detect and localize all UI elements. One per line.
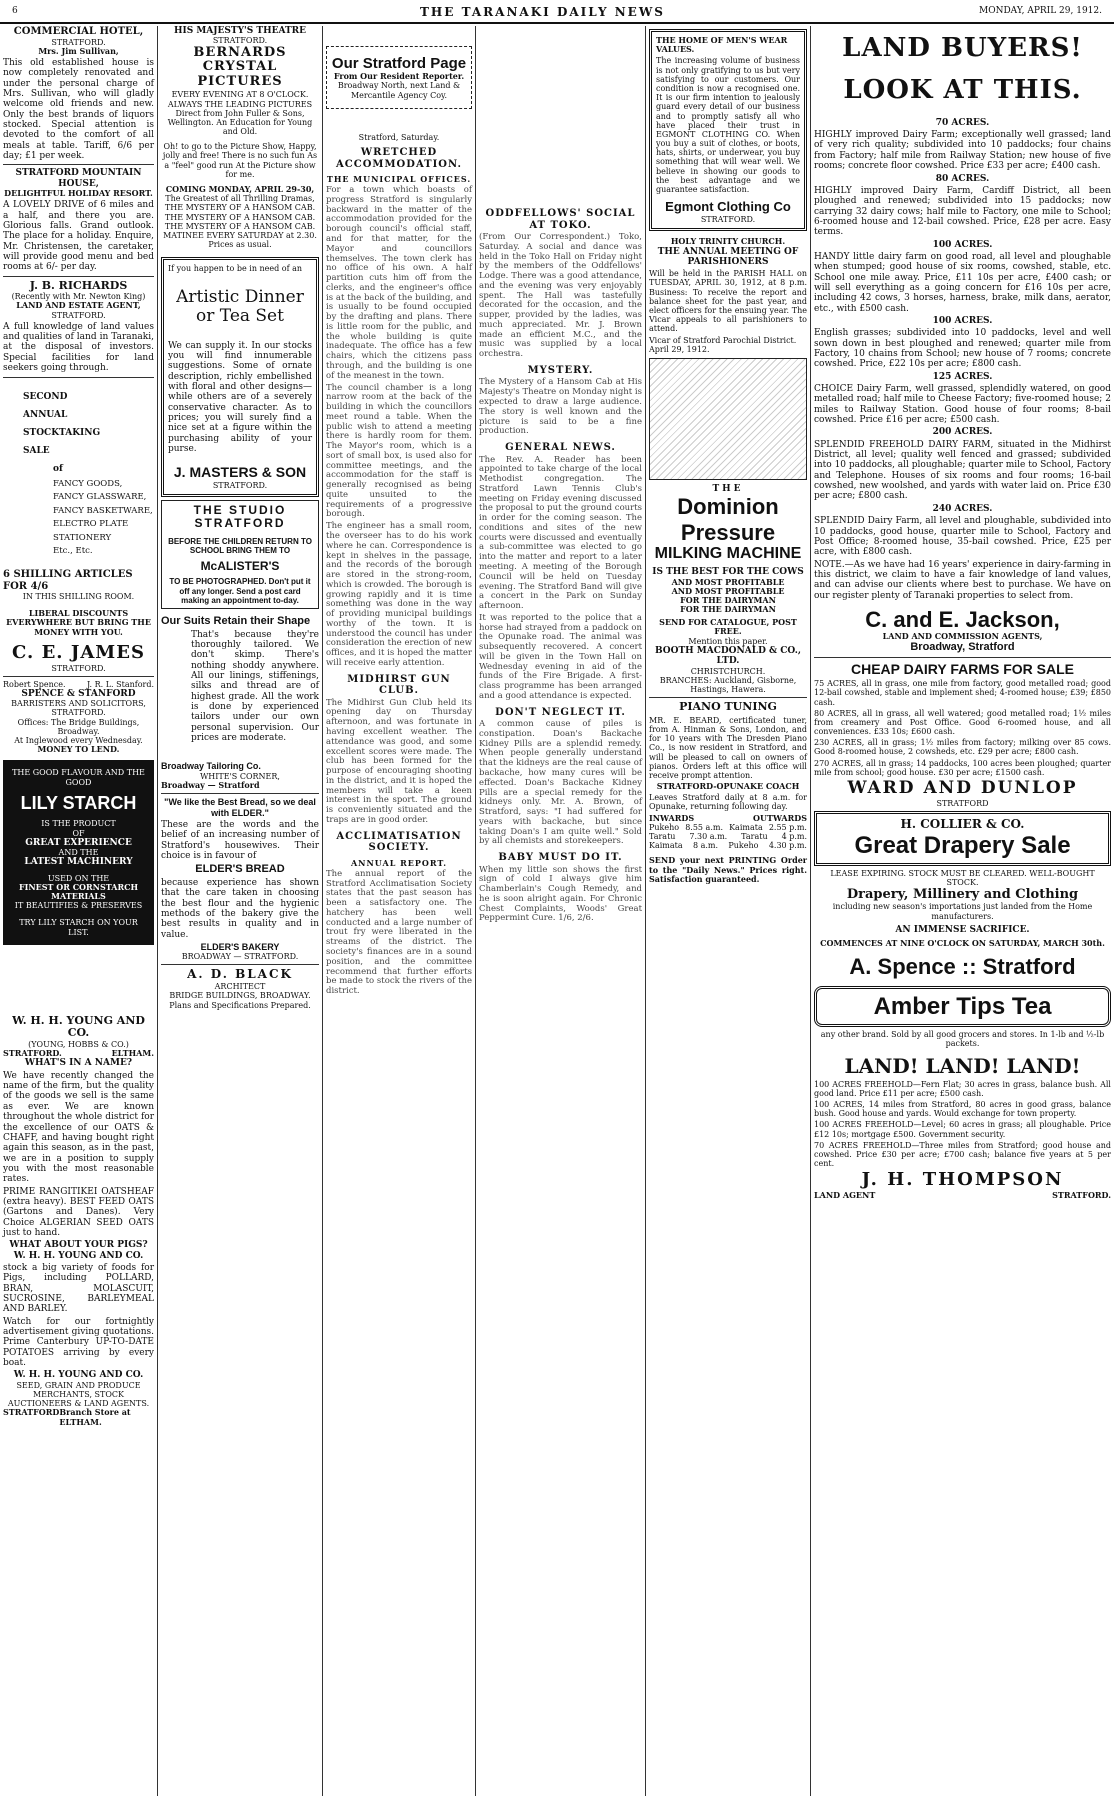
bread-text-2: because experience has shown that the care taken in choosing the best flour and the hygienic methods of the bakery give the best results in quality and in value. xyxy=(161,877,319,940)
coming-heading: COMING MONDAY, APRIL 29-30, xyxy=(165,184,315,195)
article-paragraph: The Mystery of a Hansom Cab at His Majesty's Theatre on Monday night is expected to draw a large audience. The story is well known and the picture is said to be a fine production. xyxy=(479,377,642,437)
spence-name: A. Spence :: Stratford xyxy=(849,954,1076,980)
printing-ad: SEND your next PRINTING Order to the "Daily News." Prices right. Satisfaction guaranteed. xyxy=(649,855,807,884)
listing-item: 100 ACRES. English grasses; subdivided into 10 paddocks, level and well sown down in best ploughed and renewed; quarter mile from Factory, 10 chains from School; new house of 7 rooms; concrete cowshed. Price, £22 10s per acre; £800 cash. xyxy=(814,315,1111,370)
drapery-text: LEASE EXPIRING. STOCK MUST BE CLEARED. WELL-BOUGHT STOCK. xyxy=(830,869,1095,888)
richards-name: J. B. RICHARDS xyxy=(29,278,128,292)
tailoring-town: Broadway — Stratford xyxy=(161,779,260,790)
mountain-house-name: STRATFORD MOUNTAIN HOUSE, xyxy=(15,168,142,189)
lily-starch-ad: THE GOOD FLAVOUR AND THE GOOD LILY STARCH IS THE PRODUCT OF GREAT EXPERIENCE AND THE LATEST MACHINERY USED ON THE FINEST OR CORNSTARCH MATERIALS IT BEAUTIFIES & PRESERVES TRY LILY STARCH ON YOUR LIST. xyxy=(3,760,154,944)
page-office: Broadway North, next Land & Mercantile Agency Coy. xyxy=(337,81,461,100)
young-question: WHAT'S IN A NAME? xyxy=(24,1058,133,1069)
church-text: Will be held in the PARISH HALL on TUESDAY, APRIL 30, 1912, at 8 p.m. Business: To receive the report and balance sheet for the past year, and elect officers for the ensuing year. The Vicar appeals to all parishioners to attend. xyxy=(649,269,807,334)
article-heading: BABY MUST DO IT. xyxy=(498,852,623,864)
column-3 xyxy=(323,26,475,1796)
coming-text: The Greatest of all Thrilling Dramas, THE MYSTERY OF A HANSOM CAB. THE MYSTERY OF A HANSOM CAB. THE MYSTERY OF A HANSOM CAB. MATINEE EVERY SATURDAY at 2.30. Prices as usual. xyxy=(163,194,317,250)
listing-item: 240 ACRES. SPLENDID Dairy Farm, all level and ploughable, subdivided into 10 paddocks, good house, quarter mile to School, Factory and Post Office; 8-roomed house, 35-bail cowshed. Price, £25 per acre, with £800 cash. xyxy=(814,503,1111,558)
suits-text: That's because they're thoroughly tailored. We don't skimp. There's nothing shoddy anywhere. All our linings, stiffenings, silks and thread are of highest grade. All the work is done by experienced tailors under our own personal supervision. Our prices are moderate. xyxy=(191,629,319,744)
bernards-title: BERNARDS CRYSTAL PICTURES xyxy=(193,44,287,90)
young-watch: Watch for our fortnightly advertisement giving quotations. Prime Canterbury UP-TO-DATE POTATOES arriving by every boat. xyxy=(3,1316,154,1369)
listing-item: 125 ACRES. CHOICE Dairy Farm, well grassed, splendidly watered, on good metalled road; half mile to Cheese Factory; five-roomed house; 2 miles to Railway Station. Good house of four rooms; 8-bail cowshed. Price £16 per acre; £500 cash. xyxy=(814,371,1111,426)
drapery-title: Great Drapery Sale xyxy=(854,831,1071,859)
stratford-page-banner xyxy=(326,46,472,109)
jackson-name: C. and E. Jackson, xyxy=(865,606,1060,632)
bernards-text: EVERY EVENING AT 8 O'CLOCK. ALWAYS THE LEADING PICTURES Direct from John Fuller & Sons, Wellington. An Education for Young and Old. xyxy=(167,90,313,137)
hotel-owner: Mrs. Jim Sullivan, xyxy=(38,45,119,56)
look-heading: LOOK AT THIS. xyxy=(843,74,1082,105)
thompson-footer: LAND AGENT STRATFORD. xyxy=(814,1189,1111,1200)
mountain-house-sub: DELIGHTFUL HOLIDAY RESORT. xyxy=(4,188,153,198)
article-paragraph: A common cause of piles is constipation. Doan's Backache Kidney Pills are a splendid remedy. When people generally understand that the kidneys are the real cause of backache, how many cures will be effected. Doan's Backache Kidney Pills are a special remedy for the kidneys only. Mr. A. Brown, of Stratford, says: "I had suffered for years with backache, but since taking Doan's I am quite well." Sold by all chemists and storekeepers. xyxy=(479,719,642,847)
column-2 xyxy=(158,26,322,1796)
ward-dunlop: WARD AND DUNLOP xyxy=(847,778,1078,798)
young-role: SEED, GRAIN AND PRODUCE MERCHANTS, STOCK AUCTIONEERS & LAND AGENTS. xyxy=(7,1380,150,1409)
theatre-name: HIS MAJESTY'S THEATRE xyxy=(173,26,306,36)
timetable-row: Kaimata 8 a.m. Pukeho 4.30 p.m. xyxy=(649,841,807,851)
column-5 xyxy=(646,26,810,1796)
law-role: BARRISTERS AND SOLICITORS, xyxy=(11,699,146,709)
egmont-town: STRATFORD. xyxy=(700,215,756,225)
article-paragraph: (From Our Correspondent.) Toko, Saturday. A social and dance was held in the Toko Hall on Friday night by the members of the Oddfellows' Lodge. There was a good attendance, and the evening was very enjoyably spent. The Hall was tastefully decorated for the occasion, and the supper, provided by the ladies, was much appreciated. Mr. J. Brown made an efficient M.C., and the music was supplied by a local orchestra. xyxy=(479,232,642,360)
dominion-title: Dominion xyxy=(677,494,779,520)
article-subheading: THE MUNICIPAL OFFICES. xyxy=(326,174,472,184)
milking-machine-illustration xyxy=(649,358,807,480)
black-role: ARCHITECT xyxy=(214,982,266,992)
piano-text: MR. E. BEARD, certificated tuner, from A. Hinman & Sons, London, and for 10 years with The Dresden Piano Co., is now resident in Stratford, and will be pleased to call on owners of pianos. Orders left at this office will receive prompt attention. xyxy=(649,715,807,780)
law-firm: SPENCE & STANFORD xyxy=(21,688,136,699)
article-paragraph: The council chamber is a long narrow room at the back of the building in which the councillors meet round a table. When the public wish to attend a meeting there is hardly room for them. The Mayor's room, which is a sort of small box, is used also for committee meetings, and the accommodation for the staff is generally recognised as being quite unsuited to the requirements of a progressive borough. xyxy=(326,382,472,520)
coach-text: Leaves Stratford daily at 8 a.m. for Opunake, returning following day. xyxy=(649,793,807,812)
article-paragraph: The Midhirst Gun Club held its opening day on Thursday afternoon, and was fortunate in having excellent weather. The attendance was good, and some excellent scores were made. The club has been formed for the purpose of encouraging shooting in the district, and it is hoped the members will take a keen interest in the sport. The ground is conveniently situated and the traps are in good order. xyxy=(326,697,472,825)
jackson-address: Broadway, Stratford xyxy=(910,641,1015,654)
booth-branches: BRANCHES: Auckland, Gisborne, Hastings, Hawera. xyxy=(659,675,797,694)
listing-item: 200 ACRES. SPLENDID FREEHOLD DAIRY FARM, situated in the Midhirst District, all level; quality well fenced and grassed; subdivided into 10 paddocks, all ploughable; quarter mile to School, Factory and Telephone. Houses of six rooms and four rooms; 16-bail cowshed, new woolshed, and yards with water laid on. Price £30 per acre; £800 cash. xyxy=(814,427,1112,502)
hotel-name: COMMERCIAL HOTEL, xyxy=(13,26,144,37)
jackson-note: NOTE.—As we have had 16 years' experience in dairy-farming in this district, we claim to have a fair knowledge of land values, and can advise our clients where best to purchase. We have on our register plenty of Taranaki properties to select from. xyxy=(814,559,1111,601)
article-heading: MYSTERY. xyxy=(527,364,594,376)
booth-name: BOOTH MACDONALD & CO., LTD. xyxy=(654,645,802,667)
list-item: 230 ACRES, all in grass; 1½ miles from factory; milking over 85 cows. Good 8-roomed house, 2 cowsheds, etc. £29 per acre; £800 cash. xyxy=(814,738,1111,757)
drapery-sacrifice: AN IMMENSE SACRIFICE. xyxy=(895,924,1030,935)
richards-role: LAND AND ESTATE AGENT, xyxy=(16,300,141,311)
bread-name: ELDER'S BREAD xyxy=(195,863,285,876)
church-date: April 29, 1912. xyxy=(649,344,710,354)
dinner-set-ad: If you happen to be in need of an Artistic Dinner or Tea Set We can supply it. In our stocks you will find innumerable suggestions. Some of ornate description, richly embellished with floral and other designs—while others are of a severely conservative character. As to prices; you will surely find a nice set at a figure within the purchasing ability of your purse. J. MASTERS & SON STRATFORD. xyxy=(161,257,319,496)
best-lines: AND MOST PROFITABLE AND MOST PROFITABLE FOR THE DAIRYMAN FOR THE DAIRYMAN xyxy=(671,576,785,615)
page-title: Our Stratford Page xyxy=(331,55,467,72)
land-buyers-heading: LAND BUYERS! xyxy=(842,33,1083,63)
article-paragraph: The Rev. A. Reader has been appointed to take charge of the local Methodist congregation. The Stratford Lawn Tennis Club's meeting on Friday evening discussed the proposal to put the ground courts in order for the coming season. The conditions and sites of the new courts were discussed and eventually a sub-committee was elected to go into the matter and report to a later meeting. A meeting of the Borough Council will be held on Tuesday evening. The Stratford Band will give a concert in the Park on Sunday afternoon. xyxy=(479,454,642,612)
article-heading: DON'T NEGLECT IT. xyxy=(495,706,626,718)
list-item: 80 ACRES, all in grass, all well watered; good metalled road; 1½ miles from creamery and Post Office. Good 6-roomed house, and all conveniences. £33 10s; £600 cash. xyxy=(814,708,1111,737)
article-paragraph: The annual report of the Stratford Acclimatisation Society states that the past season has been a satisfactory one. The hatchery has been well conducted and a large number of trout fry were liberated in the streams of the district. The society's finances are in a sound position, and the committee recommend that further efforts be made to stock the rivers of the district. xyxy=(326,868,472,997)
theatre-town: STRATFORD. xyxy=(212,36,268,46)
bakery-name: ELDER'S BAKERY xyxy=(200,941,280,952)
drapery-start: COMMENCES AT NINE O'CLOCK ON SATURDAY, MARCH 30th. xyxy=(820,938,1105,949)
young-feed: PRIME RANGITIKEI OATSHEAF (extra heavy). BEST FEED OATS (Gartons and Danes). Very Choice ALGERIAN SEED OATS just to hand. xyxy=(3,1186,154,1238)
young-name-4: W. H. H. YOUNG AND CO. xyxy=(13,1370,144,1381)
sale-offer: 6 SHILLING ARTICLES FOR 4/6 xyxy=(3,569,133,592)
mountain-house-text: A LOVELY DRIVE of 6 miles and a half, and there you are. Glorious falls. Grand outlook. The place for a holiday. Enquire, Mr. Christensen, the caretaker, will provide good menu and bed rooms at 6/- per day. xyxy=(3,200,154,273)
black-address: BRIDGE BUILDINGS, BROADWAY. xyxy=(169,991,311,1001)
page-subtitle: From Our Resident Reporter. xyxy=(333,71,465,82)
drapery-line: Drapery, Millinery and Clothing xyxy=(846,886,1079,902)
list-item: 75 ACRES, all in grass, one mile from factory, good metalled road; good 12-bail cowshed, stable and implement shed; 4-roomed house; £39; £850 cash. xyxy=(814,679,1111,707)
article-paragraph: For a town which boasts of progress Stratford is singularly backward in the matter of the accommodation provided for the borough council's official staff, and for that matter, for the Mayor and councillors themselves. The town clerk has no office of his own. A half partition cuts him off from the clerks, and the engineer's office is at the back of the building, and is usually to be found occupied by the drafting and plans. There is little room for the public, and the whole building is quite inadequate. The office has a few chairs, which the citizens pass through, and the building is one of the meanest in the town. xyxy=(326,185,472,381)
list-item: 100 ACRES FREEHOLD—Level; 60 acres in grass; all ploughable. Price £12 10s; mortgage £500. Government security. xyxy=(814,1120,1111,1139)
timetable-row: Pukeho 8.55 a.m. Kaimata 2.55 p.m. xyxy=(649,822,807,832)
drapery-text-2: including new season's importations just landed from the Home manufacturers. xyxy=(832,902,1093,921)
listing-item: 80 ACRES. HIGHLY improved Dairy Farm, Cardiff District, all been ploughed and renewed; subdivided into 15 paddocks; now carrying 32 dairy cows; half mile to Factory, one mile to School; 6-roomed house and 12-bail cowshed. Price, £28 per acre. Easy terms. xyxy=(814,173,1111,238)
timetable xyxy=(649,823,807,851)
egmont-clothing-ad: THE HOME OF MEN'S WEAR VALUES. The increasing volume of business is not only gratifying to us but very satisfying to our customers. Our condition is now a recognised one. It is our firm intention to jealously guard every detail of our business and to promptly satisfy all who have placed their trust in EGMONT CLOTHING CO. When you buy a suit of clothes, or boots, hats, shirts, or underwear, you buy something that will wear well. We believe in showing our goods to the best advantage and we guarantee satisfaction. Egmont Clothing Co STRATFORD. xyxy=(649,29,807,231)
booth-town: CHRISTCHURCH. xyxy=(690,666,766,676)
dominion-the: THE xyxy=(712,483,744,494)
sale-items: FANCY GOODS, FANCY GLASSWARE, FANCY BASKETWARE, ELECTRO PLATE STATIONERY Etc., Etc. xyxy=(53,478,153,557)
young-name-3: W. H. H. YOUNG AND CO. xyxy=(13,1250,144,1261)
page-number: 6 xyxy=(12,6,18,16)
james-town: STRATFORD. xyxy=(51,663,106,673)
church-title: THE ANNUAL MEETING OF PARISHIONERS xyxy=(657,246,799,267)
cheap-farms-heading: CHEAP DAIRY FARMS FOR SALE xyxy=(851,661,1074,678)
list-item: 270 ACRES, all in grass; 14 paddocks, 100 acres been ploughed; quarter mile from school; good house. £30 per acre; £1500 cash. xyxy=(814,758,1111,777)
studio-ad: THE STUDIO STRATFORD BEFORE THE CHILDREN RETURN TO SCHOOL BRING THEM TO McALISTER'S TO BE PHOTOGRAPHED. Don't put it off any longer. Send a post card making an appointment to-day. xyxy=(161,500,319,609)
column-6 xyxy=(811,26,1114,1796)
catalogue: SEND FOR CATALOGUE, POST FREE. xyxy=(659,617,797,637)
ward-town: STRATFORD xyxy=(936,798,989,808)
black-name: A. D. BLACK xyxy=(187,967,293,982)
listing-item: 70 ACRES. HIGHLY improved Dairy Farm; exceptionally well grassed; land of very rich quality; subdivided into 10 paddocks; four chains from Factory; half mile from Railway Station; new house of five rooms; concrete floor cowshed. Price £33 per acre; £400 cash. xyxy=(814,117,1111,172)
best-for-cows: IS THE BEST FOR THE COWS xyxy=(652,567,804,578)
law-partners: Robert Spence. J. R. L. Stanford. xyxy=(3,679,154,689)
list-item: 100 ACRES FREEHOLD—Fern Flat; 30 acres in grass, balance bush. All good land. Price £11 per acre; £500 cash. xyxy=(814,1079,1111,1098)
article-paragraph: The engineer has a small room, the overseer has to do his work where he can. Correspondence is kept in shelves in the passage, and the records of the borough are stored in the strong-room, which is crowded. The borough is growing rapidly and it is time something was done in the way of providing municipal buildings worthy of the town. It is understood the council has under consideration the erection of new offices, and it is hoped the matter will receive early attention. xyxy=(326,521,472,668)
milking-title: MILKING MACHINE xyxy=(654,544,802,562)
newspaper-title: THE TARANAKI DAILY NEWS xyxy=(420,5,665,19)
piano-title: PIANO TUNING xyxy=(679,700,777,714)
tailoring-name: Broadway Tailoring Co. xyxy=(161,761,261,772)
catalogue-note: Mention this paper. xyxy=(688,636,768,646)
young-name: W. H. H. YOUNG AND CO. xyxy=(12,1013,145,1040)
young-footer: STRATFORD Branch Store at ELTHAM. xyxy=(3,1407,131,1427)
bernards-verse: Oh! to go to the Picture Show, Happy, jolly and free! There is no such fun As a "feel" good run At the Picture show for me. xyxy=(162,142,318,179)
thompson-name: J. H. THOMPSON xyxy=(861,1169,1064,1191)
sale-heading: SECOND ANNUAL STOCKTAKING SALE of xyxy=(23,391,101,474)
timetable-row: Taratu 7.30 a.m. Taratu 4 p.m. xyxy=(649,832,807,841)
bread-quote: "We like the Best Bread, so we deal with ELDER." xyxy=(164,797,316,818)
drapery-sale-ad: H. COLLIER & CO. Great Drapery Sale xyxy=(814,811,1111,866)
law-money: MONEY TO LEND. xyxy=(37,744,120,755)
law-town: STRATFORD. xyxy=(51,708,106,718)
dateline: Stratford, Saturday. xyxy=(358,132,440,142)
richards-sub: (Recently with Mr. Newton King) xyxy=(11,292,146,302)
young-name-2: (YOUNG, HOBBS & CO.) xyxy=(28,1040,129,1050)
article-heading: WRETCHED ACCOMMODATION. xyxy=(336,147,462,170)
masters-town: STRATFORD. xyxy=(212,480,268,490)
amber-tips-ad: Amber Tips Tea xyxy=(814,986,1111,1028)
amber-sub: any other brand. Sold by all good grocers and stores. In 1-lb and ½-lb packets. xyxy=(820,1030,1105,1049)
article-paragraph: When my little son shows the first sign of cold I always give him Chamberlain's Cough Remedy, and he is soon alright again. For Chronic Chest Complaints, Woods' Great Peppermint Cure. 1/6, 2/6. xyxy=(479,864,642,924)
church-signature: Vicar of Stratford Parochial District. xyxy=(649,335,797,345)
church-name: HOLY TRINITY CHURCH. xyxy=(670,236,786,247)
cheap-farms-list xyxy=(814,679,1111,777)
listings xyxy=(814,118,1111,558)
list-item: 70 ACRES FREEHOLD—Three miles from Stratford; good house and cowshed. Price £30 per acre; £700 cash; balance five years at 5 per cent. xyxy=(814,1140,1111,1169)
dinner-text: We can supply it. In our stocks you will find innumerable suggestions. Some of ornate description, richly embellished with floral and other designs—while others are of a severely conservative character. As to prices; you will surely find a nice set at a figure within the purchasing ability of your purse. xyxy=(168,340,312,455)
hotel-town: STRATFORD. xyxy=(51,37,106,47)
hotel-text: This old established house is now completely renovated and under the personal charge of Mrs. Sullivan, who will gladly welcome old friends and new. Only the best brands of liquors stocked. Special attention is devoted to the comfort of all meals at table. Tariff, 6/6 per day; £1 per week. xyxy=(3,57,154,161)
bread-text: These are the words and the belief of an increasing number of Stratford's housewives. Their choice is in favour of xyxy=(161,819,319,861)
sale-discount: LIBERAL DISCOUNTS EVERYWHERE BUT BRING THE MONEY WITH YOU. xyxy=(6,608,151,637)
young-towns: STRATFORD. ELTHAM. xyxy=(3,1048,154,1059)
sale-offer-2: IN THIS SHILLING ROOM. xyxy=(22,592,135,602)
coach-title: STRATFORD-OPUNAKE COACH xyxy=(656,781,800,792)
dinner-title: Artistic Dinner or Tea Set xyxy=(176,286,304,327)
column-4 xyxy=(476,26,645,1796)
jackson-role: LAND AND COMMISSION AGENTS, xyxy=(882,631,1043,642)
land-heading: LAND! LAND! LAND! xyxy=(844,1053,1081,1078)
young-stock: stock a big variety of foods for Pigs, including POLLARD, BRAN, MOLASCUIT, SUCROSINE, BARLEYMEAL AND BARLEY. xyxy=(3,1262,154,1315)
bakery-town: BROADWAY — STRATFORD. xyxy=(181,952,299,962)
issue-date: MONDAY, APRIL 29, 1912. xyxy=(979,6,1102,16)
masthead xyxy=(0,0,1114,24)
article-heading: ODDFELLOWS' SOCIAL AT TOKO. xyxy=(485,208,636,231)
law-office: Offices: The Bridge Buildings, Broadway. xyxy=(17,717,140,736)
masters-name: J. MASTERS & SON xyxy=(173,464,307,481)
article-heading: MIDHIRST GUN CLUB. xyxy=(347,673,451,697)
land-list xyxy=(814,1080,1111,1169)
young-text: We have recently changed the name of the firm, but the quality of the goods we sell is the same as ever. We are known throughout the whole district for the excellence of our OATS & CHAFF, and having bought right again this season, as in the past, we are in a position to supply you with the most reasonable rates. xyxy=(3,1070,154,1185)
james-name: C. E. JAMES xyxy=(12,641,145,663)
pressure-title: Pressure xyxy=(680,519,776,545)
law-inglewood: At Inglewood every Wednesday. xyxy=(14,735,143,745)
suits-title: Our Suits Retain their Shape xyxy=(161,615,311,628)
list-item: 100 ACRES, 14 miles from Stratford, 80 acres in good grass, balance bush. Good house and yards. Would exchange for town property. xyxy=(814,1099,1111,1119)
egmont-name: Egmont Clothing Co xyxy=(665,199,791,215)
listing-item: 100 ACRES. HANDY little dairy farm on good road, all level and ploughable when stumped; good house of six rooms, cowshed, stable, etc. School one mile away. Price, £11 10s per acre, £400 cash; or will sell everything as a going concern for £16 10s per acre, including 42 cows, 3 horses, harness, brake, milk dans, aerator, etc., with £500 cash. xyxy=(814,239,1111,314)
timetable-header: INWARDS OUTWARDS xyxy=(649,812,807,823)
black-text: Plans and Specifications Prepared. xyxy=(169,1000,311,1010)
young-question-2: WHAT ABOUT YOUR PIGS? xyxy=(9,1240,148,1251)
tailoring-corner: WHITE'S CORNER, xyxy=(200,771,280,781)
richards-text: A full knowledge of land values and qualities of land in Taranaki, at the disposal of investors. Special facilities for land seekers going through. xyxy=(3,321,154,374)
article-heading: GENERAL NEWS. xyxy=(505,442,616,454)
article-paragraph: It was reported to the police that a horse had strayed from a paddock on the Opunake road. The animal was subsequently recovered. A concert will be given in the Town Hall on Wednesday evening in aid of the funds of the Fire Brigade. A first-class programme has been arranged and a good attendance is expected. xyxy=(479,612,642,701)
richards-town: STRATFORD. xyxy=(51,310,106,320)
article-heading: ACCLIMATISATION SOCIETY. xyxy=(336,830,462,854)
article-subheading: ANNUAL REPORT. xyxy=(350,857,448,868)
column-1 xyxy=(0,26,157,1796)
